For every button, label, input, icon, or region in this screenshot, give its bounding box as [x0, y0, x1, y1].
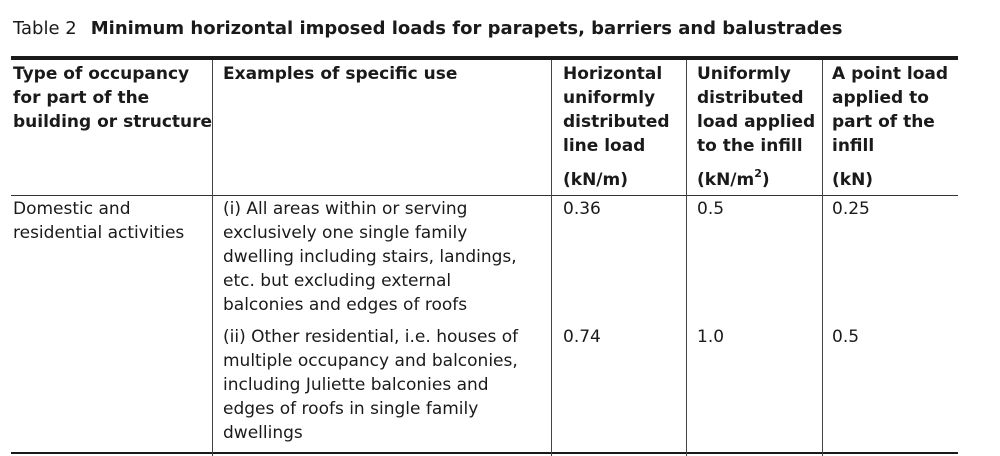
row-use-line: edges of roofs in single family — [223, 399, 479, 419]
header-point-load-line: infill — [832, 136, 875, 156]
header-line-load-line: line load — [563, 136, 646, 156]
header-line-load-line: uniformly — [563, 88, 656, 108]
row-use — [223, 197, 517, 317]
row-use-line: balconies and edges of roofs — [223, 295, 468, 315]
header-point-load — [832, 62, 948, 158]
header-occupancy-line: Type of occupancy — [13, 64, 190, 84]
row-line-load-value: 0.36 — [563, 199, 601, 219]
header-infill-udl-line: distributed — [697, 88, 804, 108]
row-use-line: exclusively one single family — [223, 223, 468, 243]
row-use-line: etc. but excluding external — [223, 271, 452, 291]
row-point-load-value: 0.25 — [832, 199, 870, 219]
header-point-load-line: A point load — [832, 64, 949, 84]
header-infill-udl-unit — [697, 168, 770, 192]
table-caption — [13, 17, 842, 41]
header-line-load-line: Horizontal — [563, 64, 663, 84]
header-point-load-line: part of the — [832, 112, 935, 132]
header-line-load-line: distributed — [563, 112, 670, 132]
header-point-load-line: applied to — [832, 88, 929, 108]
header-line-load — [563, 62, 670, 158]
header-examples — [223, 62, 457, 86]
unit-superscript: 2 — [754, 167, 762, 181]
table-number: Table 2 — [13, 18, 77, 39]
header-occupancy-line: for part of the — [13, 88, 150, 108]
header-line-load-unit: (kN/m) — [563, 170, 628, 190]
column-divider — [822, 60, 823, 456]
column-divider — [551, 60, 552, 456]
header-infill-udl-line: Uniformly — [697, 64, 791, 84]
row-occupancy-line: Domestic and — [13, 199, 131, 219]
header-examples-line: Examples of specific use — [223, 64, 458, 84]
header-occupancy — [13, 62, 212, 134]
bottom-rule — [11, 452, 958, 454]
column-divider — [686, 60, 687, 456]
row-use-line: including Juliette balconies and — [223, 375, 489, 395]
row-use-line: dwelling including stairs, landings, — [223, 247, 517, 267]
unit-text: ) — [761, 170, 770, 190]
top-rule — [11, 56, 958, 60]
row-occupancy — [13, 197, 184, 245]
header-occupancy-line: building or structure — [13, 112, 213, 132]
header-infill-udl-line: load applied — [697, 112, 816, 132]
row-infill-udl-value: 0.5 — [697, 199, 725, 219]
unit-text: (kN/m — [697, 170, 755, 190]
header-point-load-unit: (kN) — [832, 170, 874, 190]
row-infill-udl-value: 1.0 — [697, 327, 725, 347]
row-use-line: (ii) Other residential, i.e. houses of — [223, 327, 519, 347]
row-occupancy-line: residential activities — [13, 223, 185, 243]
row-use — [223, 325, 518, 445]
row-use-line: dwellings — [223, 423, 303, 443]
row-point-load-value: 0.5 — [832, 327, 860, 347]
header-infill-udl-line: to the infill — [697, 136, 803, 156]
header-rule — [11, 195, 958, 196]
row-line-load-value: 0.74 — [563, 327, 601, 347]
table-title: Minimum horizontal imposed loads for parapets, barriers and balustrades — [90, 18, 843, 39]
header-infill-udl — [697, 62, 815, 158]
row-use-line: (i) All areas within or serving — [223, 199, 468, 219]
column-divider — [212, 60, 213, 456]
row-use-line: multiple occupancy and balconies, — [223, 351, 518, 371]
